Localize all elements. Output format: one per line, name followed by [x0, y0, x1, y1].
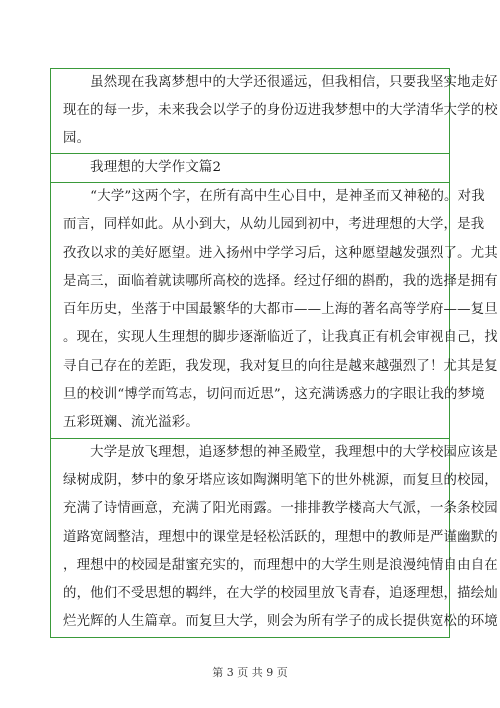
text-line: 大学是放飞理想，追逐梦想的神圣殿堂，我理想中的大学校园应该是 — [63, 444, 498, 460]
text-line: 绿树成阴，梦中的象牙塔应该如陶渊明笔下的世外桃源，而复旦的校园， — [63, 472, 498, 488]
text-line: 园。 — [63, 131, 91, 146]
text-line: 烂光辉的人生篇章。而复旦大学，则会为所有学子的成长提供宽松的环境 — [63, 614, 498, 630]
page-footer: 第 3 页 共 9 页 — [212, 666, 288, 679]
table-cell — [51, 439, 498, 638]
text-line: 百年历史，坐落于中国最繁华的大都市——上海的著名高等学府——复旦 — [63, 302, 498, 318]
text-line: 旦的校训“博学而笃志，切问而近思”，这充满诱惑力的字眼让我的梦境 — [63, 387, 485, 403]
text-line: 现在的每一步，未来我会以学子的身份迈进我梦想中的大学清华大学的校 — [63, 103, 498, 118]
text-line: 孜孜以求的美好愿望。进入扬州中学学习后，这种愿望越发强烈了。尤其 — [63, 245, 498, 261]
text-line: 而言，同样如此。从小到大，从幼儿园到初中，考进理想的大学，是我 — [63, 217, 485, 233]
table-cell — [51, 154, 449, 183]
text-line: 的，他们不受思想的羁绊，在大学的校园里放飞青春，追逐理想，描绘灿 — [63, 586, 498, 602]
text-line: “大学”这两个字，在所有高中生心目中，是神圣而又神秘的。对我 — [63, 189, 485, 204]
text-line: 虽然现在我离梦想中的大学还很遥远，但我相信，只要我坚实地走好 — [63, 75, 498, 90]
table-cell — [51, 183, 498, 439]
text-line: 五彩斑斓、流光溢彩。 — [63, 415, 199, 431]
text-line: 是高三，面临着就读哪所高校的选择。经过仔细的斟酌，我的选择是拥有 — [63, 273, 498, 289]
text-line: 寻自己存在的差距，我发现，我对复旦的向往是越来越强烈了！尤其是复 — [63, 358, 498, 374]
table-cell — [51, 69, 498, 154]
text-line: 充满了诗情画意，充满了阳光雨露。一排排教学楼高大气派，一条条校园 — [63, 501, 498, 517]
text-line: 。现在，实现人生理想的脚步逐渐临近了，让我真正有机会审视自己，找 — [63, 330, 498, 346]
content-table — [50, 68, 498, 638]
text-line: ，理想中的校园是甜蜜充实的，而理想中的大学生则是浪漫纯情自由自在 — [63, 557, 498, 573]
text-line: 我理想的大学作文篇2 — [63, 160, 222, 175]
text-line: 道路宽阔整洁，理想中的课堂是轻松活跃的，理想中的教师是严谨幽默的 — [63, 529, 498, 545]
